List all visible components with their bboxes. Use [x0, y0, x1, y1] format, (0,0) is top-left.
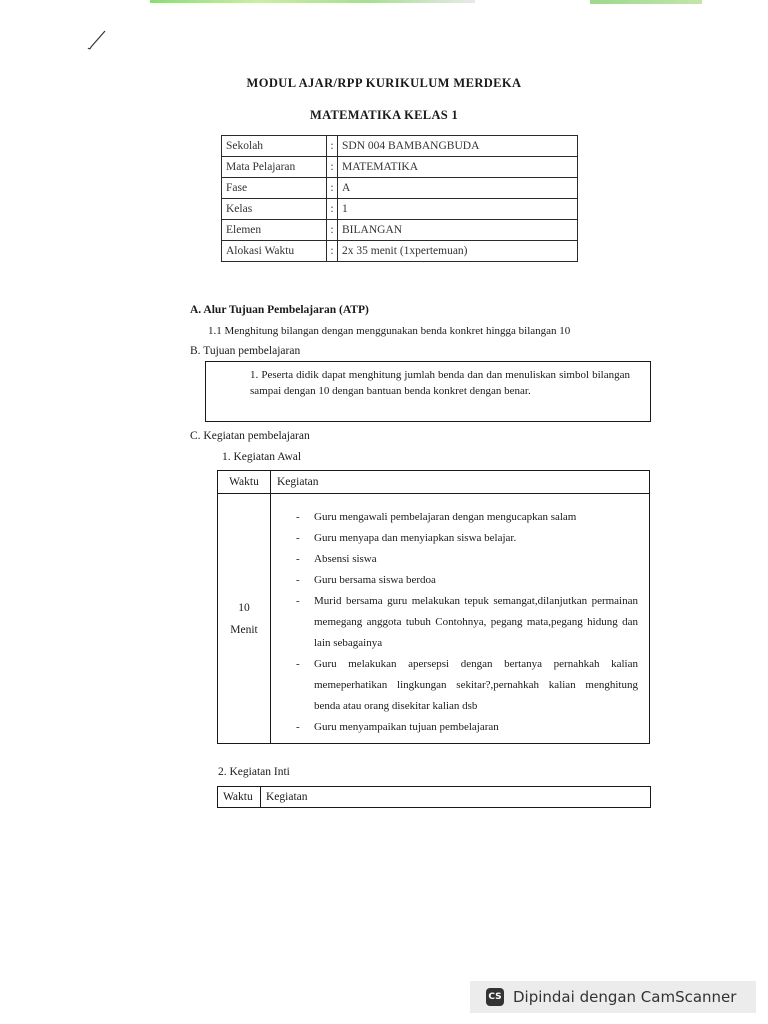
info-table	[221, 135, 578, 262]
pen-check-mark-icon	[86, 28, 108, 52]
scan-edge-mark	[150, 0, 475, 3]
list-item: - Guru melakukan apersepsi dengan bertanya pernahkah kalian memeperhatikan lingkungan sekitar?,pernahkah kalian menghitung benda atau orang disekitar kalian dsb	[296, 654, 638, 717]
table-row	[222, 241, 578, 262]
camscanner-logo-icon: CS	[486, 988, 504, 1006]
info-value: 2x 35 menit (1xpertemuan)	[338, 241, 578, 262]
list-item: - Guru menyampaikan tujuan pembelajaran	[296, 717, 638, 738]
learning-objective-box	[205, 361, 651, 422]
document-subtitle: MATEMATIKA KELAS 1	[309, 108, 458, 122]
learning-objective-text: 1. Peserta didik dapat menghitung jumlah benda dan dan menuliskan simbol bilangan sampai dengan 10 dengan bantuan benda konkret dengan benar.	[250, 369, 630, 397]
waktu-cell	[218, 494, 271, 744]
info-colon: :	[327, 199, 338, 220]
info-colon: :	[327, 220, 338, 241]
table-row	[222, 136, 578, 157]
scan-edge-mark	[590, 0, 702, 4]
kegiatan-cell	[271, 494, 650, 744]
kegiatan-inti-table	[217, 786, 651, 808]
table-row	[222, 199, 578, 220]
table-row	[222, 157, 578, 178]
waktu-unit: Menit	[230, 623, 258, 636]
kegiatan-inti-heading: 2. Kegiatan Inti	[218, 766, 290, 778]
document-title: MODUL AJAR/RPP KURIKULUM MERDEKA	[246, 76, 522, 90]
info-value: 1	[338, 199, 578, 220]
info-label: Alokasi Waktu	[222, 241, 327, 262]
watermark-text: Dipindai dengan CamScanner	[513, 988, 737, 1006]
waktu-value: 10	[238, 601, 250, 614]
table-row	[222, 220, 578, 241]
info-colon: :	[327, 178, 338, 199]
section-a-item: 1.1 Menghitung bilangan dengan menggunakan benda konkret hingga bilangan 10	[208, 325, 571, 337]
activity-list	[272, 495, 648, 738]
info-colon: :	[327, 157, 338, 178]
kegiatan-awal-heading: 1. Kegiatan Awal	[222, 451, 302, 463]
header-waktu: Waktu	[218, 787, 261, 808]
section-b-heading: B. Tujuan pembelajaran	[190, 345, 301, 357]
table-row	[218, 494, 650, 744]
info-label: Sekolah	[222, 136, 327, 157]
kegiatan-awal-table	[217, 470, 650, 744]
list-item: - Murid bersama guru melakukan tepuk semangat,dilanjutkan permainan memegang anggota tubuh Contohnya, pegang mata,pegang hidung dan lain sebagainya	[296, 591, 638, 654]
info-value: MATEMATIKA	[338, 157, 578, 178]
list-item: - Guru mengawali pembelajaran dengan mengucapkan salam	[296, 507, 638, 528]
info-colon: :	[327, 136, 338, 157]
header-waktu: Waktu	[218, 471, 271, 494]
table-header-row	[218, 787, 651, 808]
list-item: - Absensi siswa	[296, 549, 638, 570]
info-colon: :	[327, 241, 338, 262]
camscanner-watermark	[470, 981, 756, 1013]
table-row	[222, 178, 578, 199]
section-c-heading: C. Kegiatan pembelajaran	[190, 430, 310, 442]
list-item: - Guru menyapa dan menyiapkan siswa belajar.	[296, 528, 638, 549]
info-value: A	[338, 178, 578, 199]
info-label: Kelas	[222, 199, 327, 220]
info-label: Elemen	[222, 220, 327, 241]
header-kegiatan: Kegiatan	[261, 787, 651, 808]
info-value: SDN 004 BAMBANGBUDA	[338, 136, 578, 157]
table-header-row	[218, 471, 650, 494]
header-kegiatan: Kegiatan	[271, 471, 650, 494]
info-value: BILANGAN	[338, 220, 578, 241]
list-item: - Guru bersama siswa berdoa	[296, 570, 638, 591]
section-a-heading: A. Alur Tujuan Pembelajaran (ATP)	[190, 304, 369, 316]
info-label: Mata Pelajaran	[222, 157, 327, 178]
info-label: Fase	[222, 178, 327, 199]
